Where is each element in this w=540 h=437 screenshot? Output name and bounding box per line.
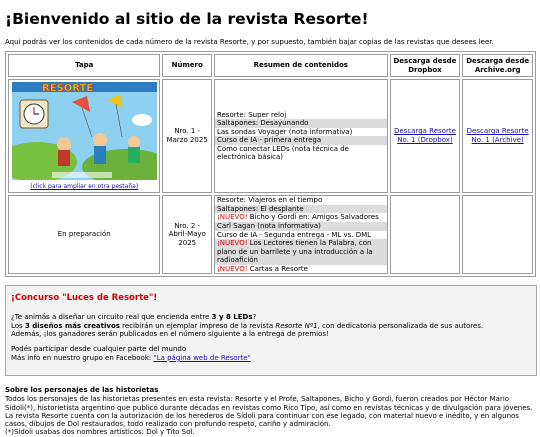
- summary-item: Saltapones: Desayunando: [215, 119, 387, 128]
- table-row: [8, 79, 533, 194]
- characters-body: Todos los personajes de las historietas presentes en esta revista: Resorte y el Profe, Saltapones, Bicho y Gordi, fueron creados por Héctor Mario Sídoli(*), historietista argentino que publicó durante décadas en revistas como Rico Tipo, así como en revistas técnicas y de divulgación para jóvenes. La revista Resorte cuenta con la autorización de los herederos de Sídoli para continuar con ese legado, con material nuevo e inédito, y en algunos casos, dibujos de Dol restaurados, todo realizado con profundo respeto, cariño y admiración. (*)Sídoli usabas dos nombres artísticos: Dol y Tito Sol.: [5, 395, 533, 437]
- issue-number: Nro. 2 - Abril-Mayo 2025: [162, 195, 211, 274]
- cover-cell: [8, 79, 160, 194]
- cover-enlarge-link[interactable]: (click para ampliar en otra pestaña): [30, 182, 139, 190]
- summary-item: ¡NUEVO! Los Lectores tienen la Palabra, con plano de un barrilete y una introducción a la radioafición: [215, 239, 387, 265]
- page-title: ¡Bienvenido al sitio de la revista Resorte!: [5, 10, 369, 28]
- table-row: [8, 195, 533, 274]
- cover-logo: RESORTE: [41, 82, 93, 94]
- archive-download-link[interactable]: Descarga Resorte No. 1 (Archive): [466, 127, 529, 145]
- header-dropbox: Descarga desde Dropbox: [390, 54, 461, 77]
- summary-item: ¡NUEVO! Bicho y Gordi en: Amigos Salvadores: [216, 213, 379, 222]
- summary-item: ¡NUEVO! Cartas a Resorte: [216, 264, 308, 273]
- contest-box: [5, 285, 537, 375]
- summary-item: Resorte: Super reloj: [216, 110, 287, 119]
- header-resumen: Resumen de contenidos: [214, 54, 388, 77]
- summary-item: Saltapones: El desplante: [215, 205, 387, 214]
- archive-cell: [462, 79, 533, 194]
- cover-illustration: [12, 82, 157, 180]
- header-archive: Descarga desde Archive.org: [462, 54, 533, 77]
- dropbox-download-link[interactable]: Descarga Resorte No. 1 (Dropbox): [393, 127, 456, 145]
- summary-item: Las sondas Voyager (nota informativa): [216, 127, 353, 136]
- contest-p2: Podés participar desde cualquier parte del mundo Más info en nuestro grupo en Facebook: "La página web de Resorte": [11, 345, 251, 362]
- summary-list: [215, 111, 387, 162]
- table-header-row: [8, 54, 533, 77]
- cover-placeholder: En preparación: [57, 230, 111, 239]
- new-badge: ¡NUEVO!: [216, 264, 248, 273]
- summary-item: Resorte: Viajeros en el tiempo: [216, 196, 323, 205]
- dropbox-cell: [390, 195, 461, 274]
- summary-item: Curso de IA - primera entrega: [215, 136, 387, 145]
- characters-section: [5, 386, 535, 437]
- summary-cell: [214, 79, 388, 194]
- cover-image[interactable]: [12, 82, 157, 180]
- summary-item: Como conectar LEDs (nota técnica de electrónica básica): [216, 144, 349, 162]
- new-badge: ¡NUEVO!: [216, 213, 248, 222]
- intro-text: Aquí podrás ver los contenidos de cada número de la revista Resorte, y por supuesto, también bajar copias de las revistas que desees leer.: [5, 38, 494, 47]
- summary-item: Carl Sagan (nota informativa): [215, 222, 387, 231]
- new-badge: ¡NUEVO!: [216, 239, 248, 248]
- issue-number: Nro. 1 - Marzo 2025: [162, 79, 211, 194]
- characters-heading: Sobre los personajes de las historietas: [5, 385, 159, 394]
- contest-title: ¡Concurso "Luces de Resorte"!: [11, 293, 158, 304]
- summary-list: [215, 196, 387, 273]
- cover-cell: [8, 195, 160, 274]
- facebook-link[interactable]: "La página web de Resorte": [153, 353, 251, 362]
- summary-item: Curso de IA - Segunda entrega - ML vs. DML: [216, 230, 372, 239]
- contest-p1: ¿Te animás a diseñar un circuito real que encienda entre 3 y 8 LEDs? Los 3 diseños más creativos recibirán un ejemplar impreso de la revista Resorte Nº1, con dedicatoria personalizada de sus autores. Además, ¡los ganadores serán publicados en el número siguiente a la entrega de premios!: [11, 312, 484, 339]
- issues-table: [5, 51, 536, 277]
- header-numero: Número: [162, 54, 211, 77]
- dropbox-cell: [390, 79, 461, 194]
- header-tapa: Tapa: [8, 54, 160, 77]
- summary-cell: [214, 195, 388, 274]
- archive-cell: [462, 195, 533, 274]
